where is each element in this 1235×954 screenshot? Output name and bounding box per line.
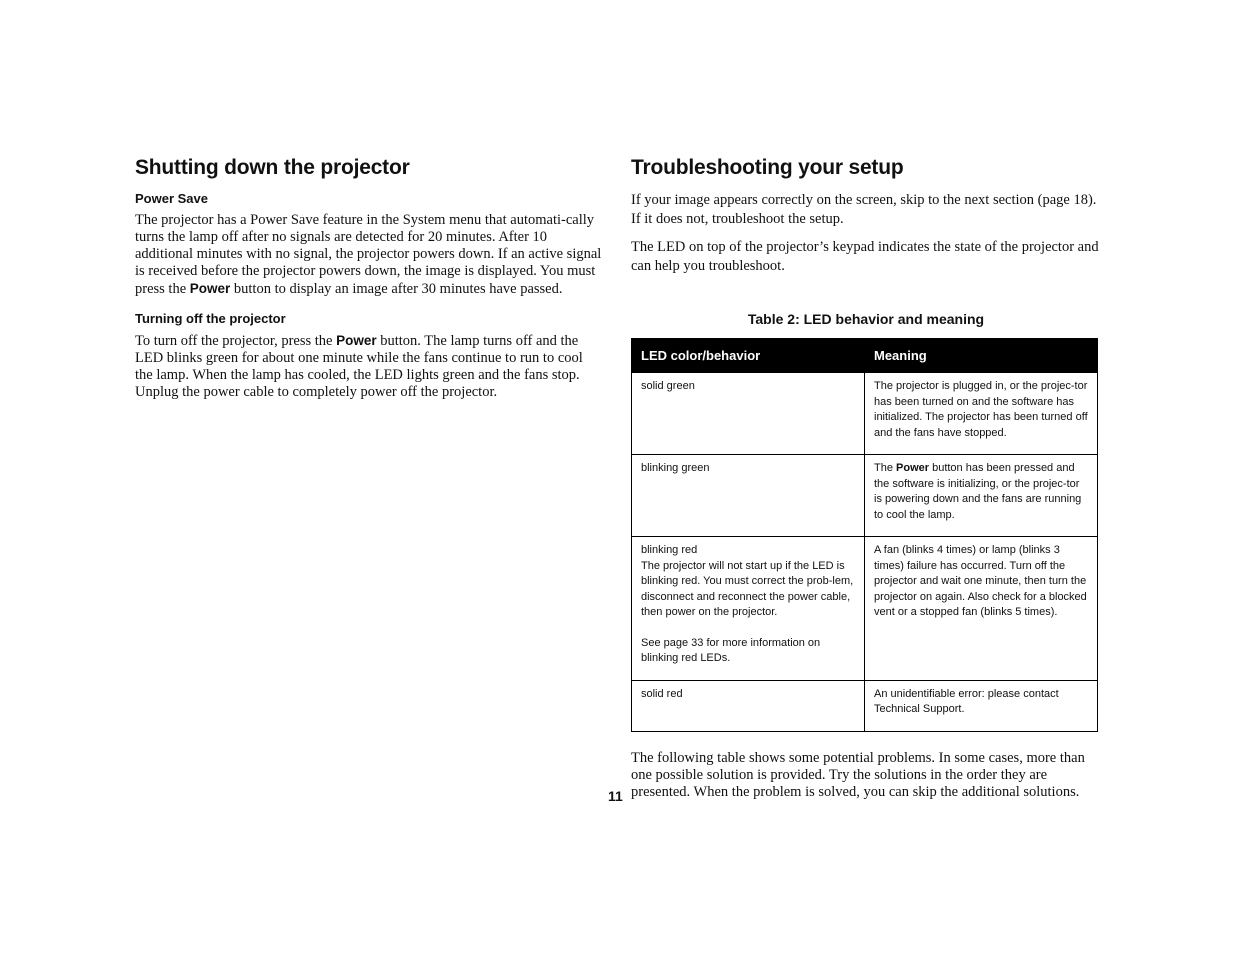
right-column [631, 156, 1101, 814]
led-behavior-cell: blinking green [632, 455, 865, 537]
led-paragraph: The LED on top of the projector’s keypad indicates the state of the projector and can help you troubleshoot. [631, 239, 1099, 274]
led-behavior-note: The projector will not start up if the LED is blinking red. You must correct the prob-lem, disconnect and reconnect the power cable, then power on the projector. [641, 559, 854, 618]
led-behavior-cell [632, 537, 865, 681]
section-title-troubleshooting: Troubleshooting your setup [631, 156, 904, 179]
power-keyword: Power [896, 462, 930, 474]
subheading-turning-off: Turning off the projector [135, 311, 286, 326]
table-row [632, 680, 1098, 731]
subheading-power-save: Power Save [135, 191, 208, 206]
table-row [632, 373, 1098, 455]
power-save-paragraph: The projector has a Power Save feature in the System menu that automati-cally turns the lamp off after no signals are detected for 20 minutes. After 10 additional minutes with no signal, the projector powers down. If an active signal is received before the projector powers down, the image is displayed. You must press the Power button to display an image after 30 minutes have passed. [135, 212, 602, 297]
led-behavior-cell: solid red [632, 680, 865, 731]
turning-off-paragraph: To turn off the projector, press the Power button. The lamp turns off and the LED blinks green for about one minute while the fans continue to run to cool the lamp. When the lamp has cooled, the LED lights green and the fans stop. Unplug the power cable to completely power off the projector. [135, 333, 583, 400]
section-title-shutting-down: Shutting down the projector [135, 156, 410, 179]
led-table [631, 338, 1098, 732]
header-led-behavior: LED color/behavior [632, 339, 865, 373]
table-row [632, 537, 1098, 681]
header-meaning: Meaning [865, 339, 1098, 373]
power-keyword: Power [189, 281, 231, 296]
meaning-cell: The projector is plugged in, or the projec-tor has been turned on and the software has initialized. The projector has been turned off and the fans have stopped. [865, 373, 1098, 455]
meaning-cell: A fan (blinks 4 times) or lamp (blinks 3 times) failure has occurred. Turn off the projector and wait one minute, then turn the projector on again. Also check for a blocked vent or a stopped fan (blinks 5 times). [865, 537, 1098, 681]
table-row [632, 455, 1098, 537]
page-number: 11 [608, 788, 623, 804]
power-keyword: Power [336, 333, 377, 348]
led-behavior-cell: solid green [632, 373, 865, 455]
intro-paragraph: If your image appears correctly on the screen, skip to the next section (page 18). If it does not, troubleshoot the setup. [631, 192, 1097, 227]
led-behavior-label: blinking red [641, 544, 698, 556]
led-behavior-see-also: See page 33 for more information on blinking red LEDs. [641, 636, 821, 664]
following-table-paragraph: The following table shows some potential problems. In some cases, more than one possible solution is provided. Try the solutions in the order they are presented. When the problem is solved, you can skip the additional solutions. [631, 749, 1085, 800]
table-header-row [632, 339, 1098, 373]
left-column [135, 156, 603, 414]
meaning-cell: An unidentifiable error: please contact Technical Support. [865, 680, 1098, 731]
table-caption: Table 2: LED behavior and meaning [747, 311, 985, 327]
meaning-cell: The Power button has been pressed and the software is initializing, or the projec-tor is powering down and the fans are running to cool the lamp. [865, 455, 1098, 537]
